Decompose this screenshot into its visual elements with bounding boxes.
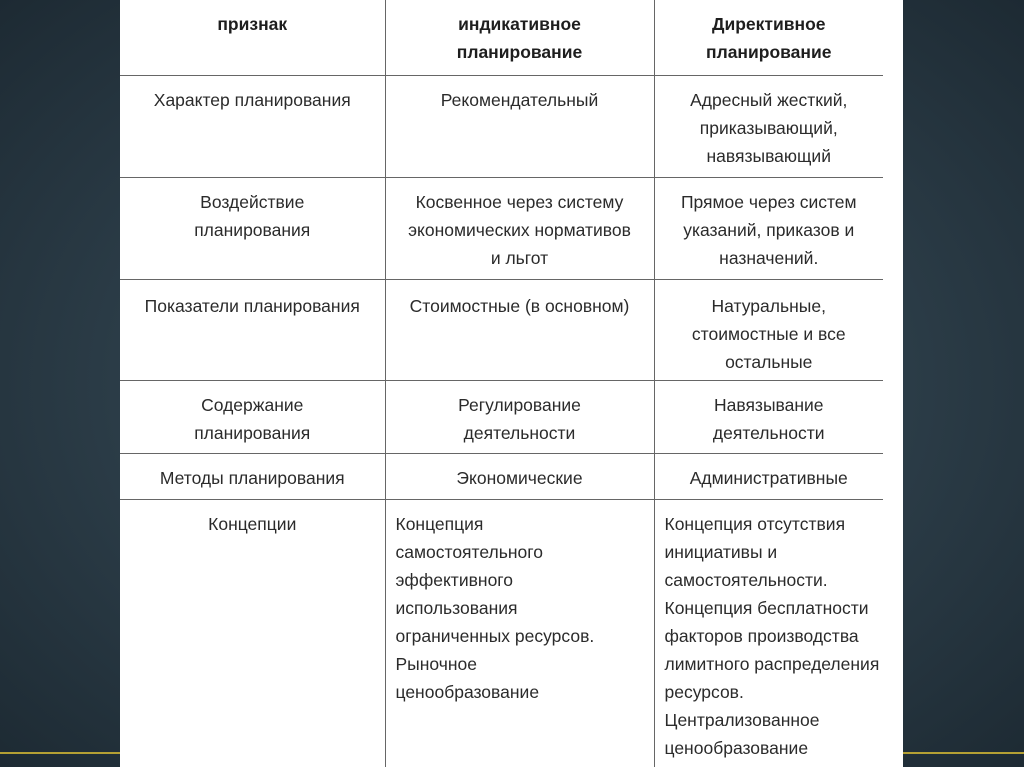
header-directive: Директивное планирование [654,0,883,76]
table-row [120,381,883,454]
slide [120,0,903,767]
feature-cell: Показатели планирования [120,280,385,381]
feature-cell: Концепции [120,500,385,767]
indicative-cell: Стоимостные (в основном) [385,280,654,381]
feature-cell: Воздействие планирования [120,178,385,280]
table-row [120,454,883,500]
directive-cell: Натуральные, стоимостные и все остальные [654,280,883,381]
indicative-cell: Косвенное через систему экономических нормативов и льгот [385,178,654,280]
feature-cell: Методы планирования [120,454,385,500]
directive-cell: Прямое через систем указаний, приказов и назначений. [654,178,883,280]
indicative-cell: Концепция самостоятельного эффективного использования ограниченных ресурсов. Рыночное ценообразование [385,500,654,767]
header-indicative: индикативное планирование [385,0,654,76]
table-row [120,178,883,280]
indicative-cell: Рекомендательный [385,76,654,178]
indicative-cell: Экономические [385,454,654,500]
table-header-row [120,0,883,76]
feature-cell: Содержание планирования [120,381,385,454]
comparison-table [120,0,883,767]
header-feature: признак [120,0,385,76]
directive-cell: Адресный жесткий, приказывающий, навязывающий [654,76,883,178]
directive-cell: Концепция отсутствия инициативы и самостоятельности. Концепция бесплатности факторов производства лимитного распределения ресурсов. Централизованное ценообразование [664,514,880,758]
directive-cell: Административные [654,454,883,500]
table-row [120,280,883,381]
directive-cell: Навязывание деятельности [654,381,883,454]
table-row [120,500,883,767]
feature-cell: Характер планирования [120,76,385,178]
table-row [120,76,883,178]
indicative-cell: Регулирование деятельности [385,381,654,454]
